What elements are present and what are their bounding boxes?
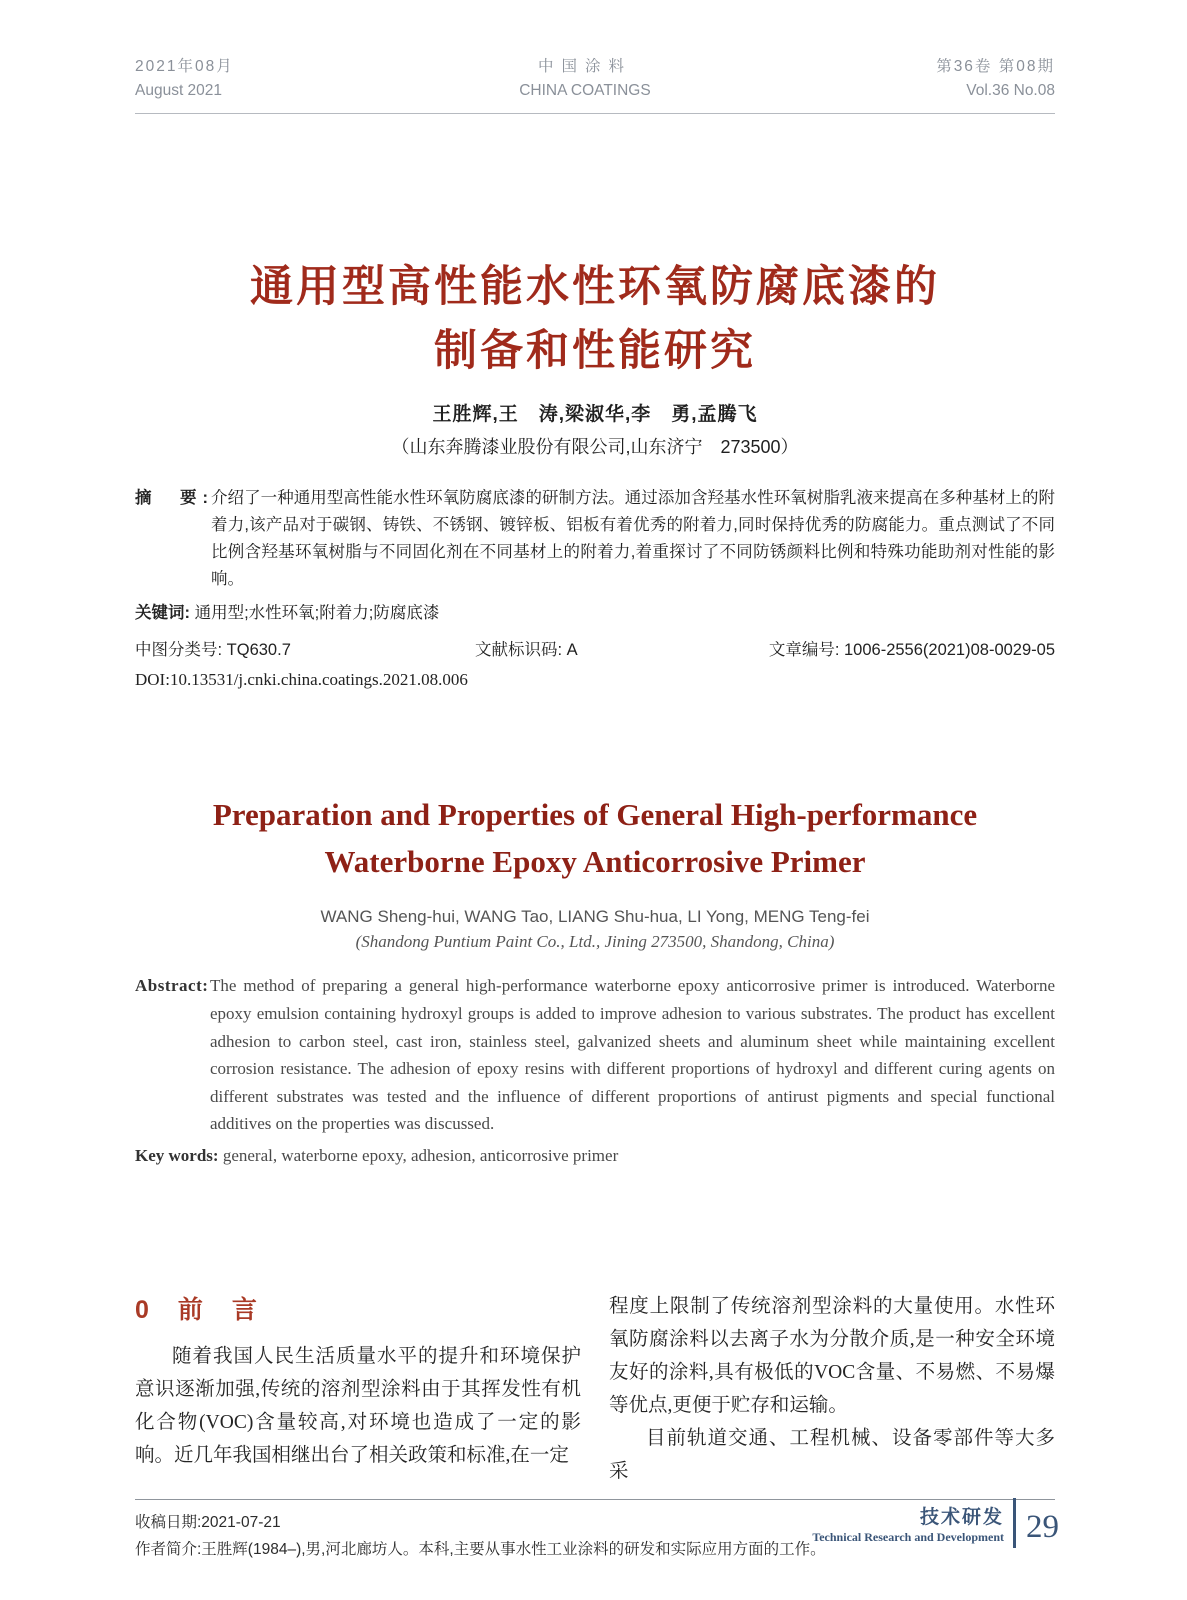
journal-header	[135, 55, 1055, 103]
column-label-cn: 技术研发	[919, 1506, 1004, 1528]
authors-en: WANG Sheng-hui, WANG Tao, LIANG Shu-hua, LI Yong, MENG Teng-fei	[320, 907, 870, 927]
header-date-cn: 2021年08月	[135, 58, 234, 75]
header-issue	[936, 55, 1055, 103]
intro-paragraph-right-1: 程度上限制了传统溶剂型涂料的大量使用。水性环氧防腐涂料以去离子水为分散介质,是一种安全环境友好的涂料,具有极低的VOC含量、不易燃、不易爆等优点,更便于贮存和运输。	[609, 1295, 1055, 1417]
paper-title-en	[135, 792, 1055, 885]
paper-title-cn-line1: 通用型高性能水性环氧防腐底漆的	[250, 263, 940, 312]
journal-name-en: CHINA COATINGS	[519, 82, 651, 100]
keywords-cn	[135, 599, 1055, 623]
paper-title-en-line1: Preparation and Properties of General High-performance	[212, 797, 978, 833]
keywords-en	[135, 1146, 1055, 1166]
header-date	[135, 55, 234, 103]
intro-paragraph-right-2: 目前轨道交通、工程机械、设备零部件等大多采	[609, 1428, 1055, 1483]
abstract-cn-label: 摘 要:	[135, 489, 214, 508]
abstract-en-text: The method of preparing a general high-performance waterborne epoxy anticorrosive primer is introduced. Waterborne epoxy emulsion containing hydroxyl groups is added to improve adhesion to various substrates. The product has excellent adhesion to carbon steel, cast iron, stainless steel, galvanized sheets and aluminum sheet while maintaining excellent corrosion resistance. The adhesion of epoxy resins with different proportions of hydroxyl and different curing agents on different substrates was tested and the influence of different proportions of antirust pigments and special functional additives on the properties was discussed.	[210, 976, 1055, 1134]
header-divider	[135, 113, 1055, 114]
clc-number: 中图分类号: TQ630.7	[135, 641, 291, 660]
classification-row	[135, 636, 1055, 660]
affiliation-en: (Shandong Puntium Paint Co., Ltd., Jining 273500, Shandong, China)	[355, 932, 835, 952]
doi: DOI:10.13531/j.cnki.china.coatings.2021.08.006	[135, 670, 468, 690]
paper-title-cn-line2: 制备和性能研究	[434, 326, 756, 375]
affiliation-cn: （山东奔腾漆业股份有限公司,山东济宁 273500）	[391, 437, 799, 458]
page-footer	[812, 1498, 1059, 1548]
intro-left-column	[135, 1290, 581, 1489]
header-journal-name	[519, 55, 650, 103]
abstract-cn	[135, 485, 1055, 593]
column-label	[812, 1502, 1004, 1545]
introduction-section	[135, 1290, 1055, 1489]
intro-right-column	[609, 1290, 1055, 1489]
paper-title-cn	[135, 256, 1055, 383]
header-issue-en: Vol.36 No.08	[966, 82, 1055, 100]
page-number: 29	[1026, 1508, 1059, 1545]
footer-divider-bar	[1013, 1498, 1016, 1548]
author-bio: 作者简介:王胜辉(1984–),男,河北廊坊人。本科,主要从事水性工业涂料的研发和实际应用方面的工作。	[135, 1540, 826, 1558]
paper-title-en-line2: Waterborne Epoxy Anticorrosive Primer	[324, 843, 866, 879]
keywords-en-label: Key words:	[135, 1145, 219, 1165]
received-date: 收稿日期:2021-07-21	[135, 1513, 281, 1531]
article-id: 文章编号: 1006-2556(2021)08-0029-05	[768, 641, 1055, 660]
column-label-en: Technical Research and Development	[812, 1529, 1004, 1544]
section-heading-intro: 0 前 言	[135, 1295, 259, 1324]
keywords-cn-text: 通用型;水性环氧;附着力;防腐底漆	[190, 604, 440, 623]
header-issue-cn: 第36卷 第08期	[936, 58, 1055, 75]
authors-cn: 王胜辉,王 涛,梁淑华,李 勇,孟腾飞	[432, 404, 758, 426]
intro-paragraph-left: 随着我国人民生活质量水平的提升和环境保护意识逐渐加强,传统的溶剂型涂料由于其挥发性有机化合物(VOC)含量较高,对环境也造成了一定的影响。近几年我国相继出台了相关政策和标准,在一定	[135, 1345, 581, 1467]
keywords-en-text: general, waterborne epoxy, adhesion, anticorrosive primer	[218, 1145, 619, 1165]
journal-name-cn: 中国涂料	[537, 58, 632, 75]
abstract-en	[135, 972, 1055, 1137]
document-code: 文献标识码: A	[475, 641, 578, 660]
abstract-cn-text: 介绍了一种通用型高性能水性环氧防腐底漆的研制方法。通过添加含羟基水性环氧树脂乳液来提高在多种基材上的附着力,该产品对于碳钢、铸铁、不锈钢、镀锌板、铝板有着优秀的附着力,同时保持优秀的防腐能力。重点测试了不同比例含羟基环氧树脂与不同固化剂在不同基材上的附着力,着重探讨了不同防锈颜料比例和特殊功能助剂对性能的影响。	[211, 489, 1055, 589]
abstract-en-label: Abstract:	[135, 976, 209, 996]
header-date-en: August 2021	[135, 82, 223, 100]
keywords-cn-label: 关键词:	[135, 604, 190, 623]
